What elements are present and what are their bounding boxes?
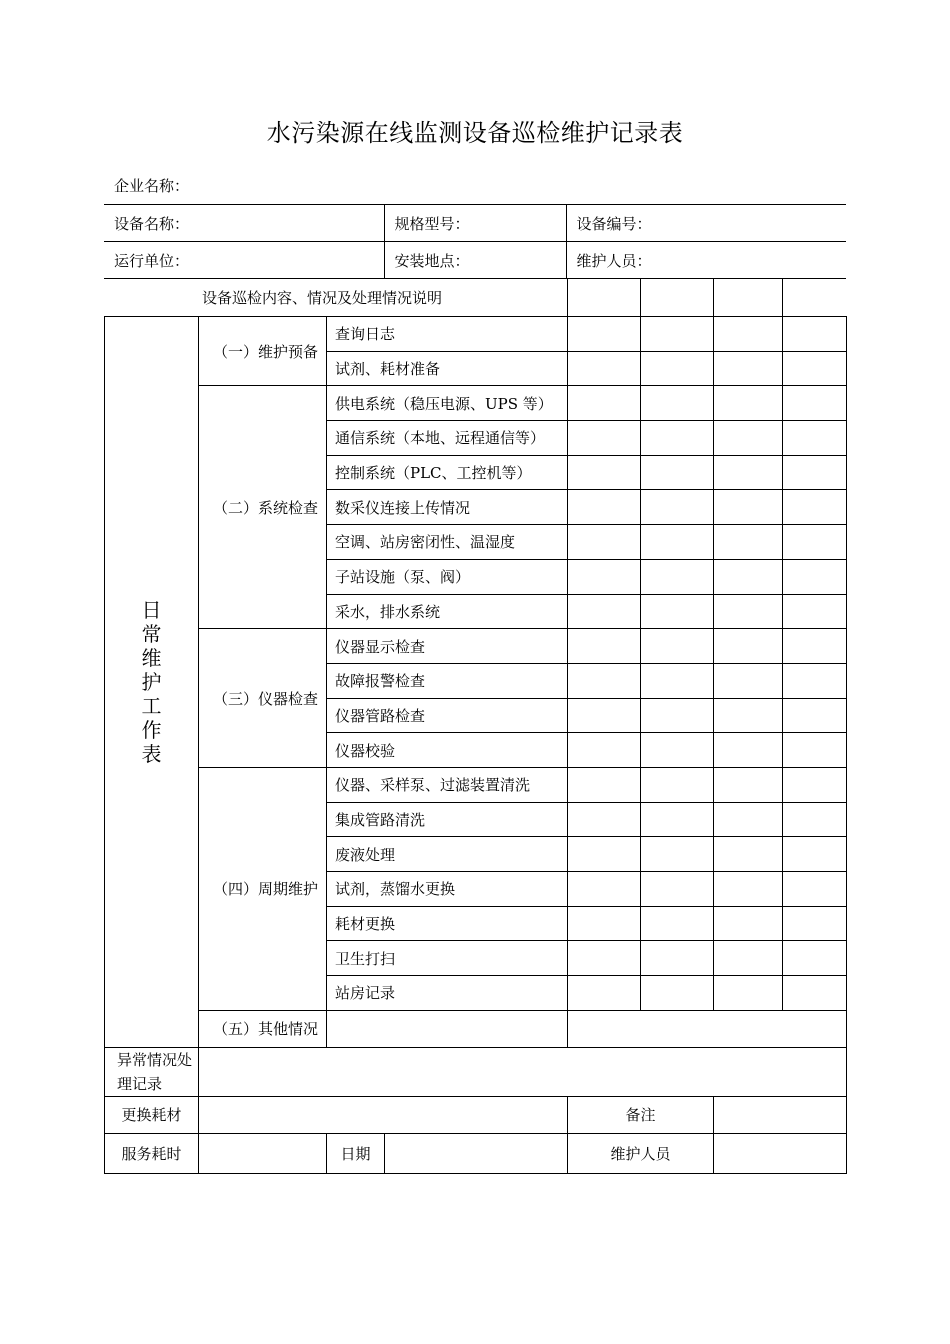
check-cell[interactable] — [783, 663, 847, 698]
date-field[interactable] — [385, 1133, 568, 1173]
inspection-item: 卫生打扫 — [327, 941, 568, 976]
maintainer-field[interactable]: 维护人员： — [566, 242, 846, 279]
inspection-item: 仪器校验 — [327, 733, 568, 768]
check-cell[interactable] — [714, 490, 783, 525]
check-cell[interactable] — [714, 941, 783, 976]
spec-model-field[interactable]: 规格型号： — [384, 205, 566, 242]
check-cell[interactable] — [641, 837, 714, 872]
abnormal-record-label: 异常情况处理记录 — [105, 1047, 199, 1096]
check-cell[interactable] — [714, 386, 783, 421]
inspection-item: 废液处理 — [327, 837, 568, 872]
check-cell[interactable] — [714, 421, 783, 456]
check-cell[interactable] — [783, 455, 847, 490]
inspection-item: 控制系统（PLC、工控机等） — [327, 455, 568, 490]
device-info-table — [104, 204, 846, 279]
check-cell[interactable] — [714, 351, 783, 386]
inspection-item: 通信系统（本地、远程通信等） — [327, 421, 568, 456]
check-cell[interactable] — [568, 698, 641, 733]
check-cell[interactable] — [568, 629, 641, 664]
check-cell[interactable] — [568, 767, 641, 802]
check-cell[interactable] — [783, 490, 847, 525]
check-cell[interactable] — [783, 906, 847, 941]
inspection-item: 耗材更换 — [327, 906, 568, 941]
check-cell[interactable] — [568, 976, 641, 1011]
inspection-item: 仪器管路检查 — [327, 698, 568, 733]
category-label: （五）其他情况 — [199, 1010, 327, 1047]
check-cell[interactable] — [714, 663, 783, 698]
check-cell[interactable] — [783, 837, 847, 872]
check-cell[interactable] — [568, 490, 641, 525]
replace-consumables-label: 更换耗材 — [105, 1096, 199, 1133]
inspection-item: 集成管路清洗 — [327, 802, 568, 837]
service-time-label: 服务耗时 — [105, 1133, 199, 1173]
check-cell[interactable] — [568, 317, 641, 352]
check-cell[interactable] — [783, 941, 847, 976]
check-cell[interactable] — [783, 317, 847, 352]
inspection-item: 数采仪连接上传情况 — [327, 490, 568, 525]
check-cell[interactable] — [567, 278, 640, 317]
check-cell[interactable] — [641, 872, 714, 907]
check-cell[interactable] — [641, 941, 714, 976]
category-label: （四）周期维护 — [199, 767, 327, 1010]
check-cell[interactable] — [641, 386, 714, 421]
check-cell[interactable] — [783, 594, 847, 629]
check-cell[interactable] — [641, 490, 714, 525]
check-cell[interactable] — [641, 733, 714, 768]
check-cell[interactable] — [714, 698, 783, 733]
check-cell[interactable] — [641, 663, 714, 698]
check-cell[interactable] — [783, 872, 847, 907]
inspection-item: 仪器显示检查 — [327, 629, 568, 664]
inspection-item: 站房记录 — [327, 976, 568, 1011]
check-cell[interactable] — [783, 802, 847, 837]
section-heading-row — [104, 278, 846, 317]
check-cell[interactable] — [714, 767, 783, 802]
category-label: （二）系统检查 — [199, 386, 327, 629]
check-cell[interactable] — [641, 976, 714, 1011]
inspection-item: 试剂，蒸馏水更换 — [327, 872, 568, 907]
check-cell[interactable] — [641, 629, 714, 664]
device-name-field[interactable]: 设备名称： — [104, 205, 384, 242]
section-heading: 设备巡检内容、情况及处理情况说明 — [104, 278, 567, 317]
check-cell[interactable] — [783, 559, 847, 594]
check-cell[interactable] — [641, 802, 714, 837]
inspection-item: 故障报警检查 — [327, 663, 568, 698]
other-result-cell[interactable] — [568, 1010, 847, 1047]
check-cell[interactable] — [568, 594, 641, 629]
check-cell[interactable] — [713, 278, 782, 317]
operator-unit-field[interactable]: 运行单位： — [104, 242, 384, 279]
check-cell[interactable] — [714, 559, 783, 594]
check-cell[interactable] — [714, 525, 783, 560]
check-cell[interactable] — [783, 525, 847, 560]
check-cell[interactable] — [568, 421, 641, 456]
check-cell[interactable] — [641, 767, 714, 802]
check-cell[interactable] — [568, 906, 641, 941]
check-cell[interactable] — [714, 802, 783, 837]
check-cell[interactable] — [568, 455, 641, 490]
inspection-item: 试剂、耗材准备 — [327, 351, 568, 386]
check-cell[interactable] — [783, 698, 847, 733]
remarks-label: 备注 — [568, 1096, 714, 1133]
inspection-item: 仪器、采样泵、过滤装置清洗 — [327, 767, 568, 802]
check-cell[interactable] — [714, 733, 783, 768]
other-notes-cell[interactable] — [327, 1010, 568, 1047]
daily-maintenance-label: 日常维护工作表 — [105, 317, 199, 1048]
check-cell[interactable] — [783, 351, 847, 386]
check-cell[interactable] — [783, 733, 847, 768]
inspection-item: 供电系统（稳压电源、UPS 等） — [327, 386, 568, 421]
device-no-field[interactable]: 设备编号： — [566, 205, 846, 242]
check-cell[interactable] — [641, 594, 714, 629]
check-cell[interactable] — [714, 872, 783, 907]
check-cell[interactable] — [568, 386, 641, 421]
inspection-item: 子站设施（泵、阀） — [327, 559, 568, 594]
check-cell[interactable] — [641, 559, 714, 594]
category-label: （一）维护预备 — [199, 317, 327, 386]
inspection-item: 空调、站房密闭性、温湿度 — [327, 525, 568, 560]
check-cell[interactable] — [568, 663, 641, 698]
check-cell[interactable] — [714, 837, 783, 872]
date-label: 日期 — [327, 1133, 385, 1173]
check-cell[interactable] — [568, 351, 641, 386]
check-cell[interactable] — [641, 525, 714, 560]
maintenance-staff-field[interactable] — [714, 1133, 847, 1173]
inspection-item: 采水，排水系统 — [327, 594, 568, 629]
check-cell[interactable] — [782, 278, 846, 317]
inspection-item: 查询日志 — [327, 317, 568, 352]
check-cell[interactable] — [568, 525, 641, 560]
check-cell[interactable] — [783, 386, 847, 421]
check-cell[interactable] — [714, 317, 783, 352]
check-cell[interactable] — [641, 455, 714, 490]
check-cell[interactable] — [568, 802, 641, 837]
check-cell[interactable] — [783, 976, 847, 1011]
maintenance-staff-label: 维护人员 — [568, 1133, 714, 1173]
check-cell[interactable] — [714, 976, 783, 1011]
check-cell[interactable] — [641, 906, 714, 941]
replace-consumables-field[interactable] — [199, 1096, 568, 1133]
category-label: （三）仪器检查 — [199, 629, 327, 768]
check-cell[interactable] — [714, 594, 783, 629]
check-cell[interactable] — [641, 698, 714, 733]
maintenance-grid — [104, 316, 847, 1174]
check-cell[interactable] — [568, 559, 641, 594]
service-time-field[interactable] — [199, 1133, 327, 1173]
install-location-field[interactable]: 安装地点： — [384, 242, 566, 279]
check-cell[interactable] — [641, 351, 714, 386]
check-cell[interactable] — [640, 278, 713, 317]
check-cell[interactable] — [568, 733, 641, 768]
check-cell[interactable] — [783, 629, 847, 664]
company-name-label: 企业名称： — [114, 177, 190, 195]
form-title: 水污染源在线监测设备巡检维护记录表 — [266, 119, 684, 147]
check-cell[interactable] — [714, 455, 783, 490]
remarks-field[interactable] — [714, 1096, 847, 1133]
check-cell[interactable] — [714, 906, 783, 941]
check-cell[interactable] — [783, 421, 847, 456]
check-cell[interactable] — [641, 317, 714, 352]
abnormal-record-field[interactable] — [199, 1047, 847, 1096]
check-cell[interactable] — [641, 421, 714, 456]
check-cell[interactable] — [568, 941, 641, 976]
check-cell[interactable] — [783, 767, 847, 802]
check-cell[interactable] — [568, 872, 641, 907]
check-cell[interactable] — [568, 837, 641, 872]
check-cell[interactable] — [714, 629, 783, 664]
